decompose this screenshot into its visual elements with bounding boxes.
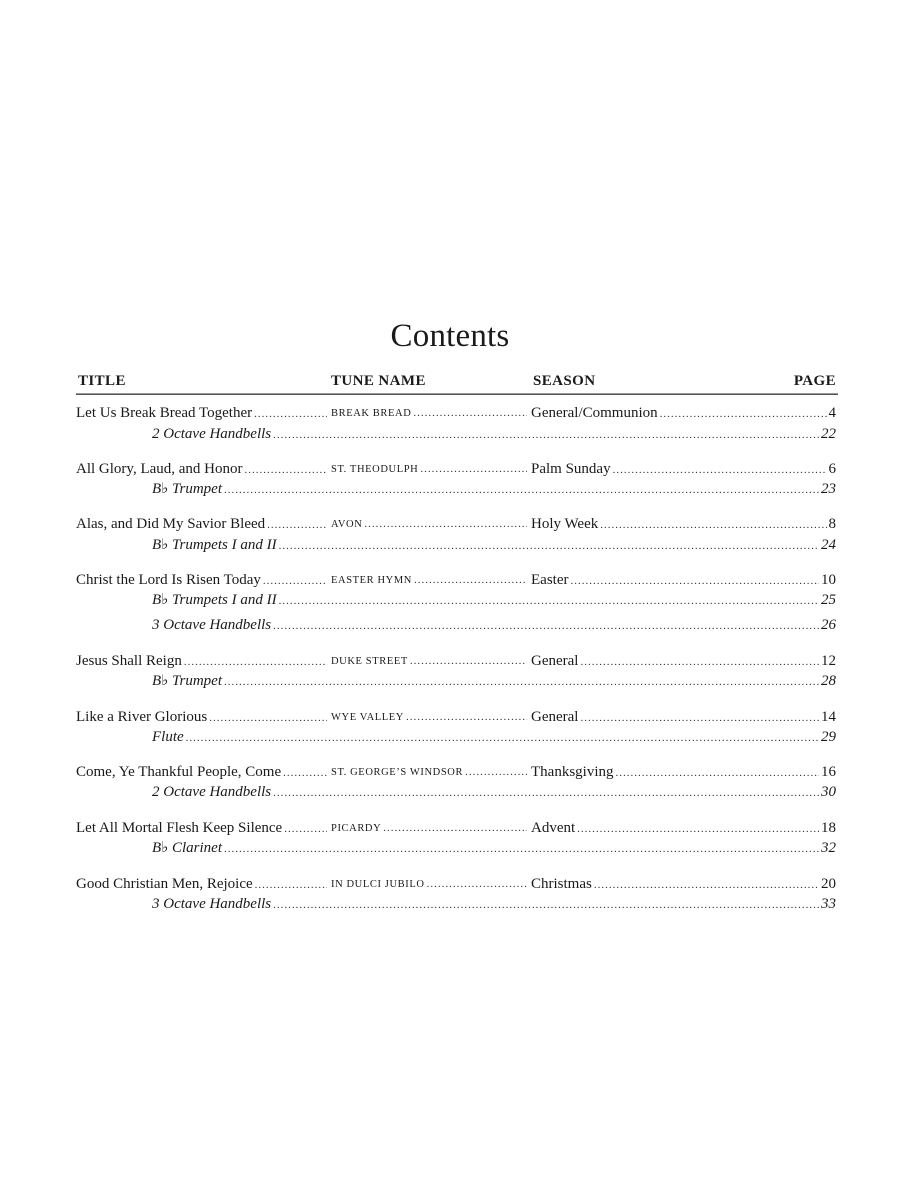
entry-tune-cell xyxy=(331,459,529,479)
page-title: Contents xyxy=(390,318,510,354)
entry-arrangement-page: 29 xyxy=(821,729,836,745)
entry-arrangement: B♭ Trumpet xyxy=(152,673,222,689)
entry-arrangement-page: 28 xyxy=(821,673,836,689)
entry-subrow xyxy=(0,424,900,444)
dot-leader xyxy=(414,570,527,590)
header-rule xyxy=(76,393,838,395)
dot-leader xyxy=(186,728,819,748)
entry-page-number: 10 xyxy=(821,572,836,588)
entry-tune-name: ST. GEORGE’S WINDSOR xyxy=(331,767,464,778)
dot-leader xyxy=(413,403,527,423)
entry-title: Alas, and Did My Savior Bleed xyxy=(76,516,266,532)
header-title: TITLE xyxy=(78,373,126,389)
dot-leader xyxy=(255,875,327,895)
entry-tune-cell xyxy=(331,651,529,671)
entry-arrangement: 3 Octave Handbells xyxy=(152,896,272,912)
entry-arrangement-cell xyxy=(152,782,836,802)
entry-row xyxy=(0,514,900,534)
entry-subrow xyxy=(0,535,900,555)
entry-season: Holy Week xyxy=(531,516,599,532)
entry-row xyxy=(0,570,900,590)
entry-season-cell xyxy=(531,570,836,590)
entry-tune-name: ST. THEODULPH xyxy=(331,464,419,475)
dot-leader xyxy=(570,571,819,591)
entry-arrangement-page: 22 xyxy=(821,426,836,442)
entry-page-number: 4 xyxy=(828,405,836,421)
entry-season: General xyxy=(531,653,579,669)
dot-leader xyxy=(406,707,527,727)
dot-leader xyxy=(283,763,327,783)
entry-arrangement-cell xyxy=(152,535,836,555)
dot-leader xyxy=(364,514,527,534)
entry-arrangement-page: 25 xyxy=(821,592,836,608)
entry-season-cell xyxy=(531,651,836,671)
dot-leader xyxy=(209,708,327,728)
entry-title: Like a River Glorious xyxy=(76,709,208,725)
dot-leader xyxy=(410,651,527,671)
entry-season: Thanksgiving xyxy=(531,764,614,780)
dot-leader xyxy=(267,515,327,535)
entry-tune-name: AVON xyxy=(331,519,363,530)
header-tune-name: TUNE NAME xyxy=(331,373,426,389)
entry-arrangement-page: 24 xyxy=(821,537,836,553)
entry-season-cell xyxy=(531,403,836,423)
entry-arrangement: 2 Octave Handbells xyxy=(152,784,272,800)
entry-page-number: 6 xyxy=(828,461,836,477)
dot-leader xyxy=(224,672,819,692)
entry-title: Come, Ye Thankful People, Come xyxy=(76,764,282,780)
entry-arrangement-cell xyxy=(152,590,836,610)
entry-season: Christmas xyxy=(531,876,592,892)
header-page: PAGE xyxy=(793,373,836,389)
entry-season: General/Communion xyxy=(531,405,658,421)
entry-season-cell xyxy=(531,818,836,838)
dot-leader xyxy=(580,652,819,672)
dot-leader xyxy=(383,818,527,838)
entry-arrangement: B♭ Trumpets I and II xyxy=(152,537,277,553)
entry-page-number: 12 xyxy=(821,653,836,669)
entry-title: Good Christian Men, Rejoice xyxy=(76,876,253,892)
dot-leader xyxy=(284,819,327,839)
entry-title-cell xyxy=(76,459,329,479)
entry-title-cell xyxy=(76,514,329,534)
dot-leader xyxy=(616,763,820,783)
entry-title-cell xyxy=(76,707,329,727)
entry-title-cell xyxy=(76,874,329,894)
dot-leader xyxy=(273,895,819,915)
dot-leader xyxy=(427,874,527,894)
entry-title: Christ the Lord Is Risen Today xyxy=(76,572,261,588)
entry-arrangement-cell xyxy=(152,479,836,499)
entry-row xyxy=(0,459,900,479)
entry-subrow xyxy=(0,590,900,610)
entry-tune-cell xyxy=(331,707,529,727)
entry-tune-name: IN DULCI JUBILO xyxy=(331,879,425,890)
entry-page-number: 20 xyxy=(821,876,836,892)
entry-row xyxy=(0,651,900,671)
entry-tune-name: DUKE STREET xyxy=(331,656,408,667)
dot-leader xyxy=(245,460,328,480)
entry-row xyxy=(0,874,900,894)
dot-leader xyxy=(594,875,819,895)
entry-arrangement-cell xyxy=(152,671,836,691)
entry-arrangement-cell xyxy=(152,894,836,914)
entry-subrow xyxy=(0,615,900,635)
dot-leader xyxy=(224,839,819,859)
entry-season-cell xyxy=(531,707,836,727)
entry-arrangement: 3 Octave Handbells xyxy=(152,617,272,633)
entry-title-cell xyxy=(76,818,329,838)
entry-row xyxy=(0,403,900,423)
entry-arrangement: Flute xyxy=(152,729,184,745)
entry-arrangement: 2 Octave Handbells xyxy=(152,426,272,442)
entry-tune-cell xyxy=(331,762,529,782)
entry-tune-name: PICARDY xyxy=(331,823,382,834)
entry-season: Palm Sunday xyxy=(531,461,611,477)
entry-season: Advent xyxy=(531,820,576,836)
entry-arrangement-page: 33 xyxy=(821,896,836,912)
entry-season-cell xyxy=(531,874,836,894)
entry-arrangement: B♭ Trumpets I and II xyxy=(152,592,277,608)
dot-leader xyxy=(273,616,819,636)
dot-leader xyxy=(660,404,827,424)
entry-arrangement: B♭ Clarinet xyxy=(152,840,222,856)
dot-leader xyxy=(263,571,327,591)
entry-arrangement-page: 26 xyxy=(821,617,836,633)
entry-title-cell xyxy=(76,762,329,782)
entry-page-number: 14 xyxy=(821,709,836,725)
entry-row xyxy=(0,818,900,838)
entry-arrangement-cell xyxy=(152,615,836,635)
entry-arrangement: B♭ Trumpet xyxy=(152,481,222,497)
dot-leader xyxy=(184,652,327,672)
entry-arrangement-page: 32 xyxy=(821,840,836,856)
entry-row xyxy=(0,762,900,782)
dot-leader xyxy=(224,480,819,500)
entry-title-cell xyxy=(76,651,329,671)
entry-subrow xyxy=(0,479,900,499)
entry-subrow xyxy=(0,894,900,914)
dot-leader xyxy=(273,783,819,803)
entry-page-number: 16 xyxy=(821,764,836,780)
dot-leader xyxy=(465,762,527,782)
entry-title: All Glory, Laud, and Honor xyxy=(76,461,243,477)
dot-leader xyxy=(279,591,819,611)
entry-row xyxy=(0,707,900,727)
entry-tune-cell xyxy=(331,514,529,534)
entry-season-cell xyxy=(531,514,836,534)
dot-leader xyxy=(279,536,819,556)
entry-tune-cell xyxy=(331,818,529,838)
entry-title: Let All Mortal Flesh Keep Silence xyxy=(76,820,283,836)
header-season: SEASON xyxy=(533,373,596,389)
entry-arrangement-cell xyxy=(152,727,836,747)
entry-arrangement-cell xyxy=(152,838,836,858)
entry-tune-cell xyxy=(331,570,529,590)
dot-leader xyxy=(577,819,819,839)
dot-leader xyxy=(580,708,819,728)
entry-title: Jesus Shall Reign xyxy=(76,653,182,669)
entry-season: Easter xyxy=(531,572,569,588)
entry-title: Let Us Break Bread Together xyxy=(76,405,253,421)
entry-arrangement-page: 30 xyxy=(821,784,836,800)
entry-subrow xyxy=(0,782,900,802)
entry-page-number: 18 xyxy=(821,820,836,836)
dot-leader xyxy=(254,404,327,424)
entry-subrow xyxy=(0,727,900,747)
entry-arrangement-page: 23 xyxy=(821,481,836,497)
entry-subrow xyxy=(0,671,900,691)
entry-tune-name: BREAK BREAD xyxy=(331,408,412,419)
entry-tune-cell xyxy=(331,403,529,423)
dot-leader xyxy=(273,425,819,445)
entry-tune-name: EASTER HYMN xyxy=(331,575,412,586)
entry-tune-name: WYE VALLEY xyxy=(331,712,404,723)
dot-leader xyxy=(600,515,826,535)
entry-title-cell xyxy=(76,403,329,423)
dot-leader xyxy=(613,460,827,480)
dot-leader xyxy=(420,459,527,479)
entry-season: General xyxy=(531,709,579,725)
entry-tune-cell xyxy=(331,874,529,894)
entry-title-cell xyxy=(76,570,329,590)
entry-subrow xyxy=(0,838,900,858)
entry-arrangement-cell xyxy=(152,424,836,444)
entry-season-cell xyxy=(531,762,836,782)
entry-page-number: 8 xyxy=(828,516,836,532)
entry-season-cell xyxy=(531,459,836,479)
